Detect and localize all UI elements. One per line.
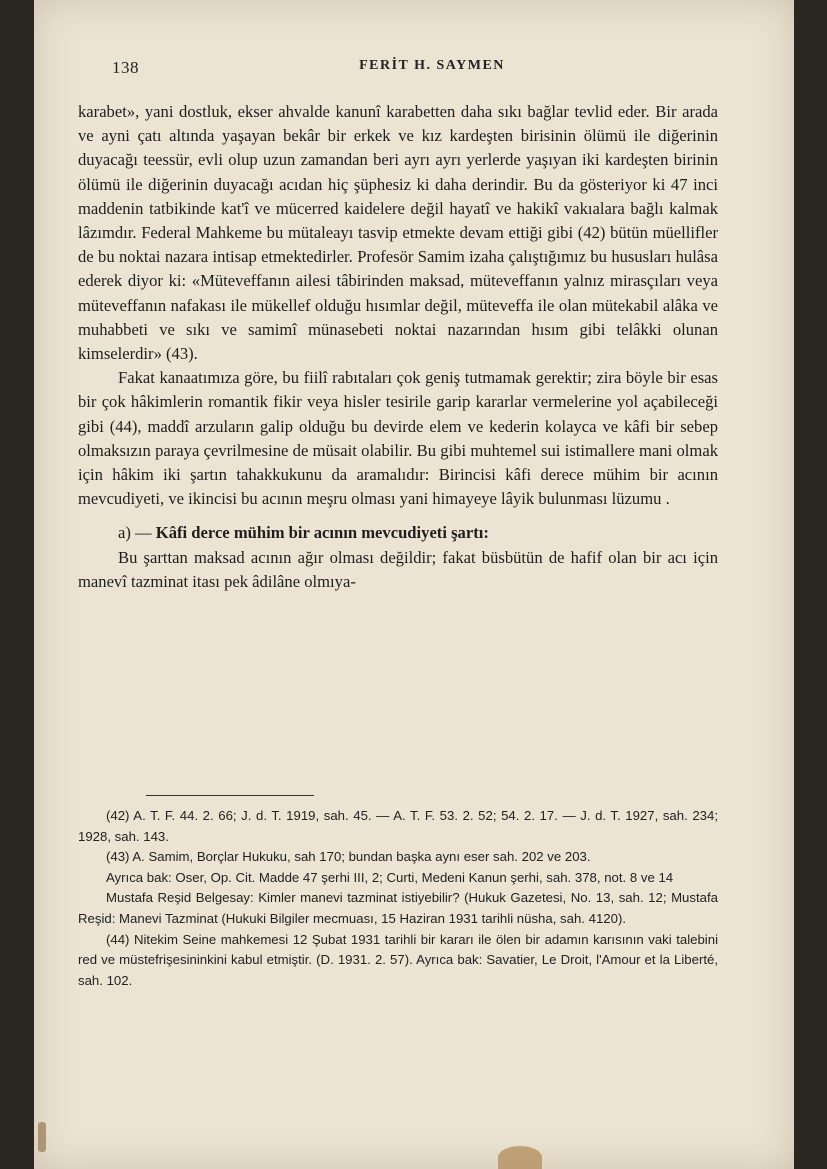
footnote: (44) Nitekim Seine mahkemesi 12 Şubat 1931 tarihli bir kararı ile ölen bir adamın karısının vaki talebini red ve müstefrişesininkini kabul etmiştir. (D. 1931. 2. 57). Ayrıca bak: Savatier, Le Droit, l'Amour et la Liberté, sah. 102.	[78, 931, 718, 988]
footnote: (43) A. Samim, Borçlar Hukuku, sah 170; bundan başka aynı eser sah. 202 ve 203.	[106, 849, 591, 865]
section-subheading	[78, 521, 718, 545]
page-header	[112, 58, 752, 80]
running-head: FERİT H. SAYMEN	[359, 58, 505, 73]
footnotes	[78, 806, 718, 991]
paragraph: Bu şarttan maksad acının ağır olması değildir; fakat büsbütün de hafif olan bir acı için manevî tazminat itası pek âdilâne olmıya-	[78, 547, 718, 591]
footnote: Ayrıca bak: Oser, Op. Cit. Madde 47 şerhi III, 2; Curti, Medeni Kanun şerhi, sah. 378, not. 8 ve 14	[106, 869, 674, 885]
subheading-title: Kâfi derce mühim bir acının mevcudiyeti şartı:	[155, 523, 489, 543]
footnote-rule	[146, 795, 314, 796]
body-text	[78, 100, 718, 594]
paper-speck	[38, 1122, 46, 1152]
paragraph-continued: karabet», yani dostluk, ekser ahvalde kanunî karabetten daha sıkı bağlar tevlid eder. Bir arada ve ayni çatı altında yaşayan bekâr bir erkek ve kız kardeşten birisinin ölümü ile diğerinin duyacağı teessür, evli olup uzun zamandan beri ayrı ayrı yerlerde yaşıyan iki kardeşten birinin ölümü ile diğerinin duyacağı acıdan hiç şüphesiz ki daha derindir. Bu da gösteriyor ki 47 inci maddenin tatbikinde kat'î ve mücerred kaidelere değil hayatî ve hakikî vakıalara bağlı kalmak lâzımdır. Federal Mahkeme bu mütaleayı tasvip etmekte devam ettiği gibi (42) bütün müellifler de bu noktai nazara intisap etmektedirler. Profesör Samim izaha çalıştığımız bu hususları hulâsa ederek diyor ki: «Müteveffanın ailesi tâbirinden maksad, müteveffanın yalnız mirasçıları veya müteveffanın nafakası ile mükellef olduğu hısımlar değil, müteveffa ile olan mütekabil alâka ve muhabbeti ve sıkı ve samimî münasebeti noktai nazarından hısım gibi telâkki olunan kimselerdir» (43).	[78, 102, 718, 364]
subheading-label: a) —	[118, 523, 152, 543]
paper-stain	[498, 1146, 542, 1169]
page-number: 138	[112, 58, 139, 77]
footnote: (42) A. T. F. 44. 2. 66; J. d. T. 1919, sah. 45. — A. T. F. 53. 2. 52; 54. 2. 17. — J. d. T. 1927, sah. 234; 1928, sah. 143.	[78, 808, 718, 844]
footnote: Mustafa Reşid Belgesay: Kimler manevi tazminat istiyebilir? (Hukuk Gazetesi, No. 13, sah. 12; Mustafa Reşid: Manevi Tazminat (Hukuki Bilgiler mecmuası, 15 Haziran 1931 tarihli nüsha, sah. 4120).	[78, 890, 718, 926]
paragraph: Fakat kanaatımıza göre, bu fiilî rabıtaları çok geniş tutmamak gerektir; zira böyle bir esas bir çok hâkimlerin romantik fikir veya hisler tesirile garip kararlar vermelerine yol açabileceği gibi (44), maddî arzuların galip olduğu bu devirde elem ve kederin kolayca ve kâfi bir sebep olmaksızın paraya çevrilmesine de müsait olabilir. Bu gibi muhtemel sui istimallere mani olmak için hâkim iki şartın tahakkukunu da aramalıdır: Birincisi kâfi derece mühim bir acının mevcudiyeti, ve ikincisi bu acının meşru olması yani himayeye lâyik bulunması lüzumu .	[78, 368, 718, 509]
